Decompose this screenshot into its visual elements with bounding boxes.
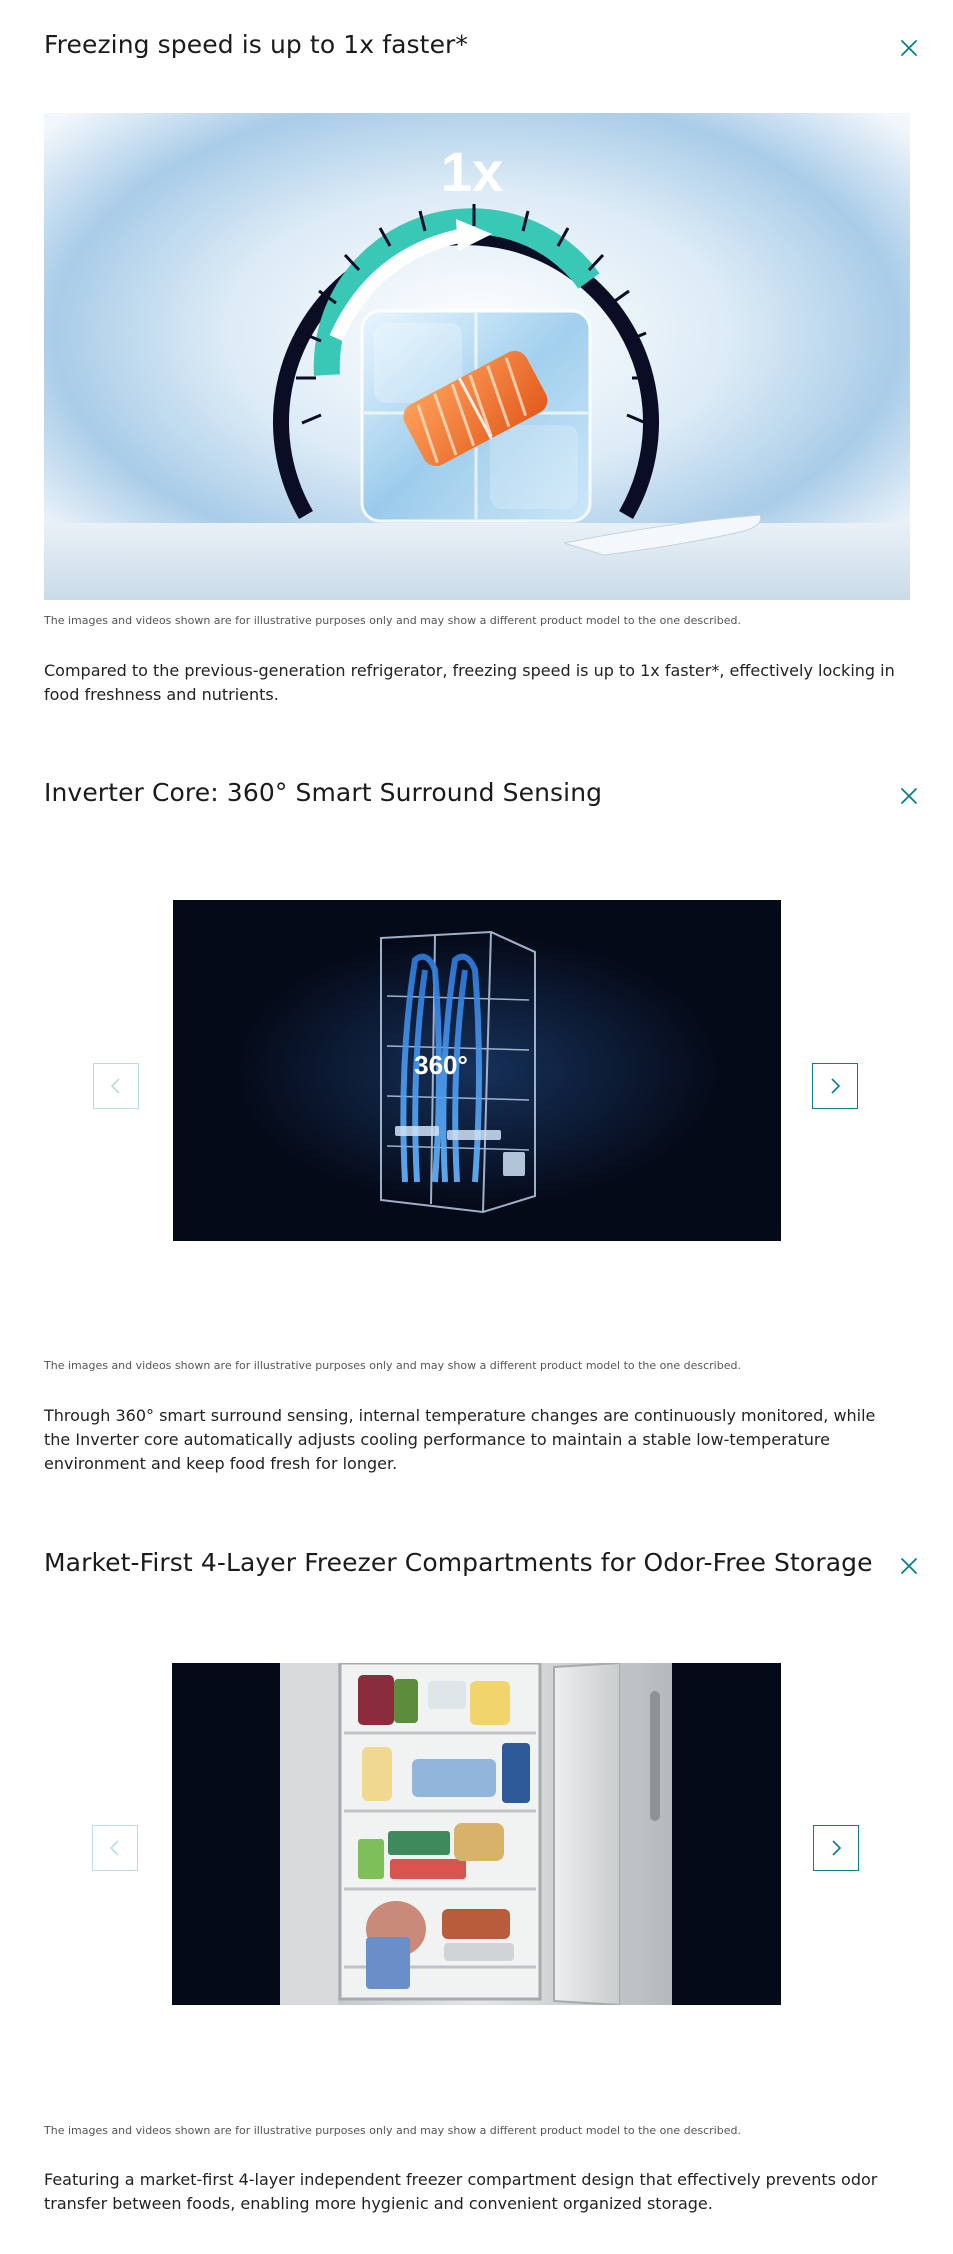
freezing-illustration: [44, 113, 910, 600]
close-icon: [895, 34, 923, 62]
freezer-illustration: [172, 1663, 781, 2005]
section-description: Compared to the previous-generation refrigerator, freezing speed is up to 1x faster*, effectively locking in food freshness and nutrients.: [44, 661, 895, 704]
chevron-left-icon: [105, 1838, 125, 1858]
carousel-next-button[interactable]: [813, 1825, 859, 1871]
section-title: Inverter Core: 360° Smart Surround Sensing: [44, 778, 603, 807]
disclaimer: The images and videos shown are for illustrative purposes only and may show a different product model to the one described.: [44, 1359, 741, 1372]
carousel-prev-button[interactable]: [93, 1063, 139, 1109]
section-title: Market-First 4-Layer Freezer Compartments for Odor-Free Storage: [44, 1548, 873, 1577]
close-icon: [895, 1552, 923, 1580]
freezer-compartments-image: [172, 1663, 781, 2005]
sensing-label: 360°: [414, 1050, 468, 1080]
section-title: Freezing speed is up to 1x faster*: [44, 30, 469, 59]
close-button[interactable]: [895, 782, 923, 810]
disclaimer: The images and videos shown are for illustrative purposes only and may show a different product model to the one described.: [44, 2124, 741, 2137]
feature-section-freezing-speed: [0, 0, 953, 740]
close-button[interactable]: [895, 34, 923, 62]
close-icon: [895, 782, 923, 810]
feature-section-4-layer-freezer: [0, 1510, 953, 2254]
disclaimer: The images and videos shown are for illustrative purposes only and may show a different product model to the one described.: [44, 614, 741, 627]
section-description: Through 360° smart surround sensing, internal temperature changes are continuously monitored, while the Inverter core automatically adjusts cooling performance to maintain a stable low-temperature environment and keep food fresh for longer.: [44, 1406, 876, 1473]
speed-label: 1x: [440, 140, 504, 203]
chevron-right-icon: [826, 1838, 846, 1858]
section-description: Featuring a market-first 4-layer independent freezer compartment design that effectively prevents odor transfer between foods, enabling more hygienic and convenient organized storage.: [44, 2170, 878, 2213]
chevron-right-icon: [825, 1076, 845, 1096]
close-button[interactable]: [895, 1552, 923, 1580]
fridge-360-illustration: [173, 900, 781, 1241]
carousel-next-button[interactable]: [812, 1063, 858, 1109]
surround-sensing-image: [173, 900, 781, 1241]
freezing-speed-image: [44, 113, 910, 600]
feature-section-360-sensing: [0, 740, 953, 1510]
carousel-prev-button[interactable]: [92, 1825, 138, 1871]
chevron-left-icon: [106, 1076, 126, 1096]
